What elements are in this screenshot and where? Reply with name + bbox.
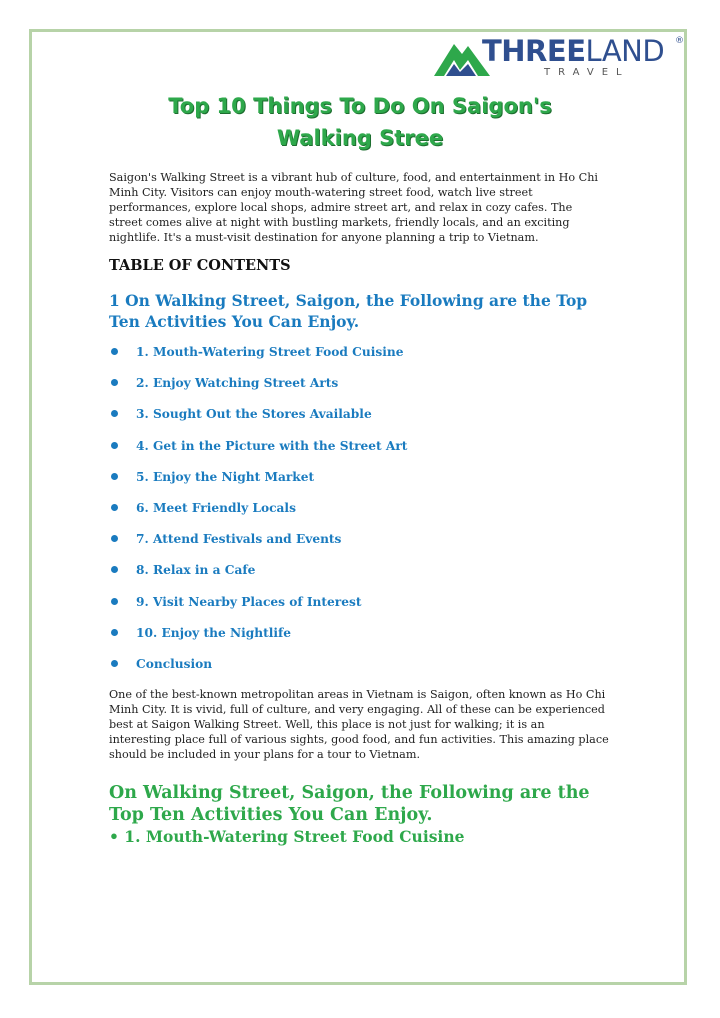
bullet-icon	[111, 660, 118, 667]
bullet-icon	[111, 348, 118, 355]
body-paragraph: One of the best-known metropolitan areas in Vietnam is Saigon, often known as Ho Chi Minh City. It is vivid, full of culture, and very engaging. All of these can be experienced best at Saigon Walking Street. Well, this place is not just for walking; it is an interesting place full of various sights, good food, and fun activities. This amazing place should be included in your plans for a tour to Vietnam.	[109, 688, 609, 761]
bullet-icon	[111, 379, 118, 386]
toc-item[interactable]	[109, 530, 609, 561]
toc-item-label: 10. Enjoy the Nightlife	[136, 625, 291, 640]
threeland-logo[interactable]	[432, 34, 688, 84]
toc-item-label: 5. Enjoy the Night Market	[136, 469, 315, 484]
bullet-icon	[111, 410, 118, 417]
toc-section-link[interactable]: 1 On Walking Street, Saigon, the Following are the Top Ten Activities You Can Enjoy.	[109, 291, 588, 331]
bullet-icon	[111, 504, 118, 511]
toc-list	[109, 343, 609, 686]
logo-word-bold: THREE	[482, 34, 586, 68]
toc-item[interactable]	[109, 624, 609, 655]
logo-wordmark	[482, 34, 664, 68]
bullet-icon	[111, 566, 118, 573]
bullet-icon	[111, 442, 118, 449]
bullet-icon	[111, 535, 118, 542]
toc-item-label: 9. Visit Nearby Places of Interest	[136, 594, 362, 609]
title-line-1: Top 10 Things To Do On Saigon's	[168, 94, 552, 118]
toc-item[interactable]	[109, 655, 609, 686]
bullet-icon	[111, 629, 118, 636]
toc-item-label: 2. Enjoy Watching Street Arts	[136, 376, 339, 391]
logo-subtitle: TRAVEL	[544, 67, 630, 78]
toc-item-label: Conclusion	[136, 656, 213, 671]
toc-heading: TABLE OF CONTENTS	[109, 257, 291, 274]
toc-item[interactable]	[109, 593, 609, 624]
intro-paragraph: Saigon's Walking Street is a vibrant hub of culture, food, and entertainment in Ho Chi Minh City. Visitors can enjoy mouth-watering street food, watch live street performances, explore local shops, admire street art, and relax in cozy cafes. The street comes alive at night with bustling markets, friendly locals, and an exciting nightlife. It's a must-visit destination for anyone planning a trip to Vietnam.	[109, 171, 599, 244]
toc-item[interactable]	[109, 561, 609, 592]
page-title	[110, 90, 610, 154]
toc-item-label: 7. Attend Festivals and Events	[136, 532, 342, 547]
toc-item[interactable]	[109, 405, 609, 436]
toc-item[interactable]	[109, 343, 609, 374]
logo-word-light: LAND	[585, 34, 665, 68]
toc-item-label: 1. Mouth-Watering Street Food Cuisine	[136, 345, 404, 359]
toc-item[interactable]	[109, 499, 609, 530]
registered-mark: ®	[675, 36, 684, 46]
toc-item[interactable]	[109, 437, 609, 468]
title-line-2: Walking Stree	[276, 126, 444, 150]
toc-item-label: 8. Relax in a Cafe	[136, 563, 256, 578]
toc-item-label: 4. Get in the Picture with the Street Art	[136, 438, 408, 453]
toc-item-label: 3. Sought Out the Stores Available	[136, 407, 372, 422]
toc-item-label: 6. Meet Friendly Locals	[136, 500, 296, 515]
bullet-icon	[111, 473, 118, 480]
section-heading: On Walking Street, Saigon, the Following are the Top Ten Activities You Can Enjoy.	[109, 783, 590, 825]
bullet-icon	[111, 598, 118, 605]
toc-item[interactable]	[109, 468, 609, 499]
section-subheading: • 1. Mouth-Watering Street Food Cuisine	[109, 827, 465, 846]
toc-item[interactable]	[109, 374, 609, 405]
